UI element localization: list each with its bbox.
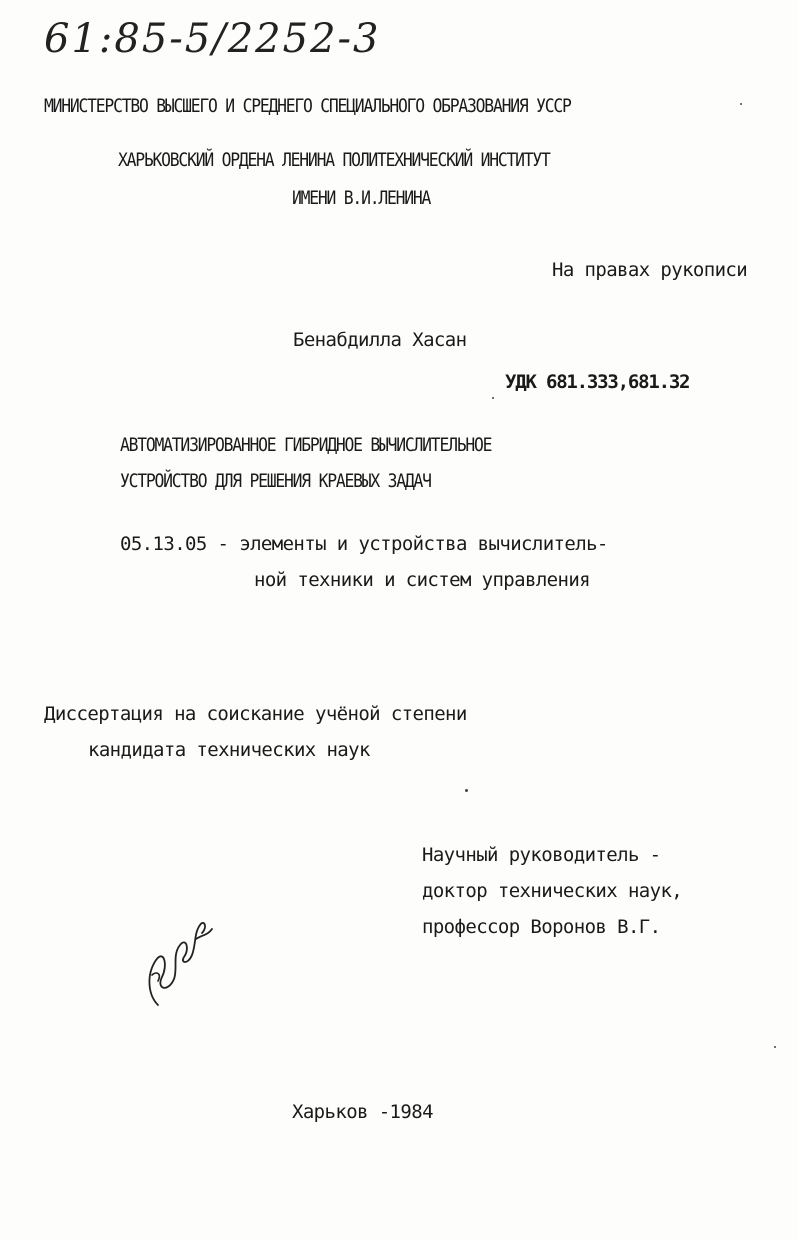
thesis-title-line2: УСТРОЙСТВО ДЛЯ РЕШЕНИЯ КРАЕВЫХ ЗАДАЧ [120,470,431,492]
specialty-line1: 05.13.05 - элементы и устройства вычислитель- [120,533,608,555]
ministry-heading: МИНИСТЕРСТВО ВЫСШЕГО И СРЕДНЕГО СПЕЦИАЛЬНОГО ОБРАЗОВАНИЯ УССР [44,95,571,117]
supervisor-line3: профессор Воронов В.Г. [422,916,661,938]
author-name: Бенабдилла Хасан [293,329,467,351]
scan-speck [492,397,494,399]
supervisor-line2: доктор технических наук, [422,880,683,902]
scan-speck [774,1046,776,1048]
specialty-line2: ной техники и систем управления [254,569,591,591]
place-year: Харьков -1984 [292,1101,433,1123]
institute-name-line2: ИМЕНИ В.И.ЛЕНИНА [292,187,431,209]
manuscript-rights: На правах рукописи [552,259,748,281]
institute-name-line1: ХАРЬКОВСКИЙ ОРДЕНА ЛЕНИНА ПОЛИТЕХНИЧЕСКИЙ ИНСТИТУТ [118,149,550,171]
scan-speck [740,103,742,105]
scan-speck [465,789,468,792]
udc-code: УДК 681.333,681.32 [505,371,690,393]
supervisor-line1: Научный руководитель - [422,844,661,866]
dissertation-line2: кандидата технических наук [88,739,370,761]
thesis-title-line1: АВТОМАТИЗИРОВАННОЕ ГИБРИДНОЕ ВЫЧИСЛИТЕЛЬНОЕ [120,434,492,456]
archive-code: 61:85-5/2252-3 [44,16,381,62]
dissertation-line1: Диссертация на соискание учёной степени [44,703,467,725]
handwritten-signature-icon [138,905,218,1015]
